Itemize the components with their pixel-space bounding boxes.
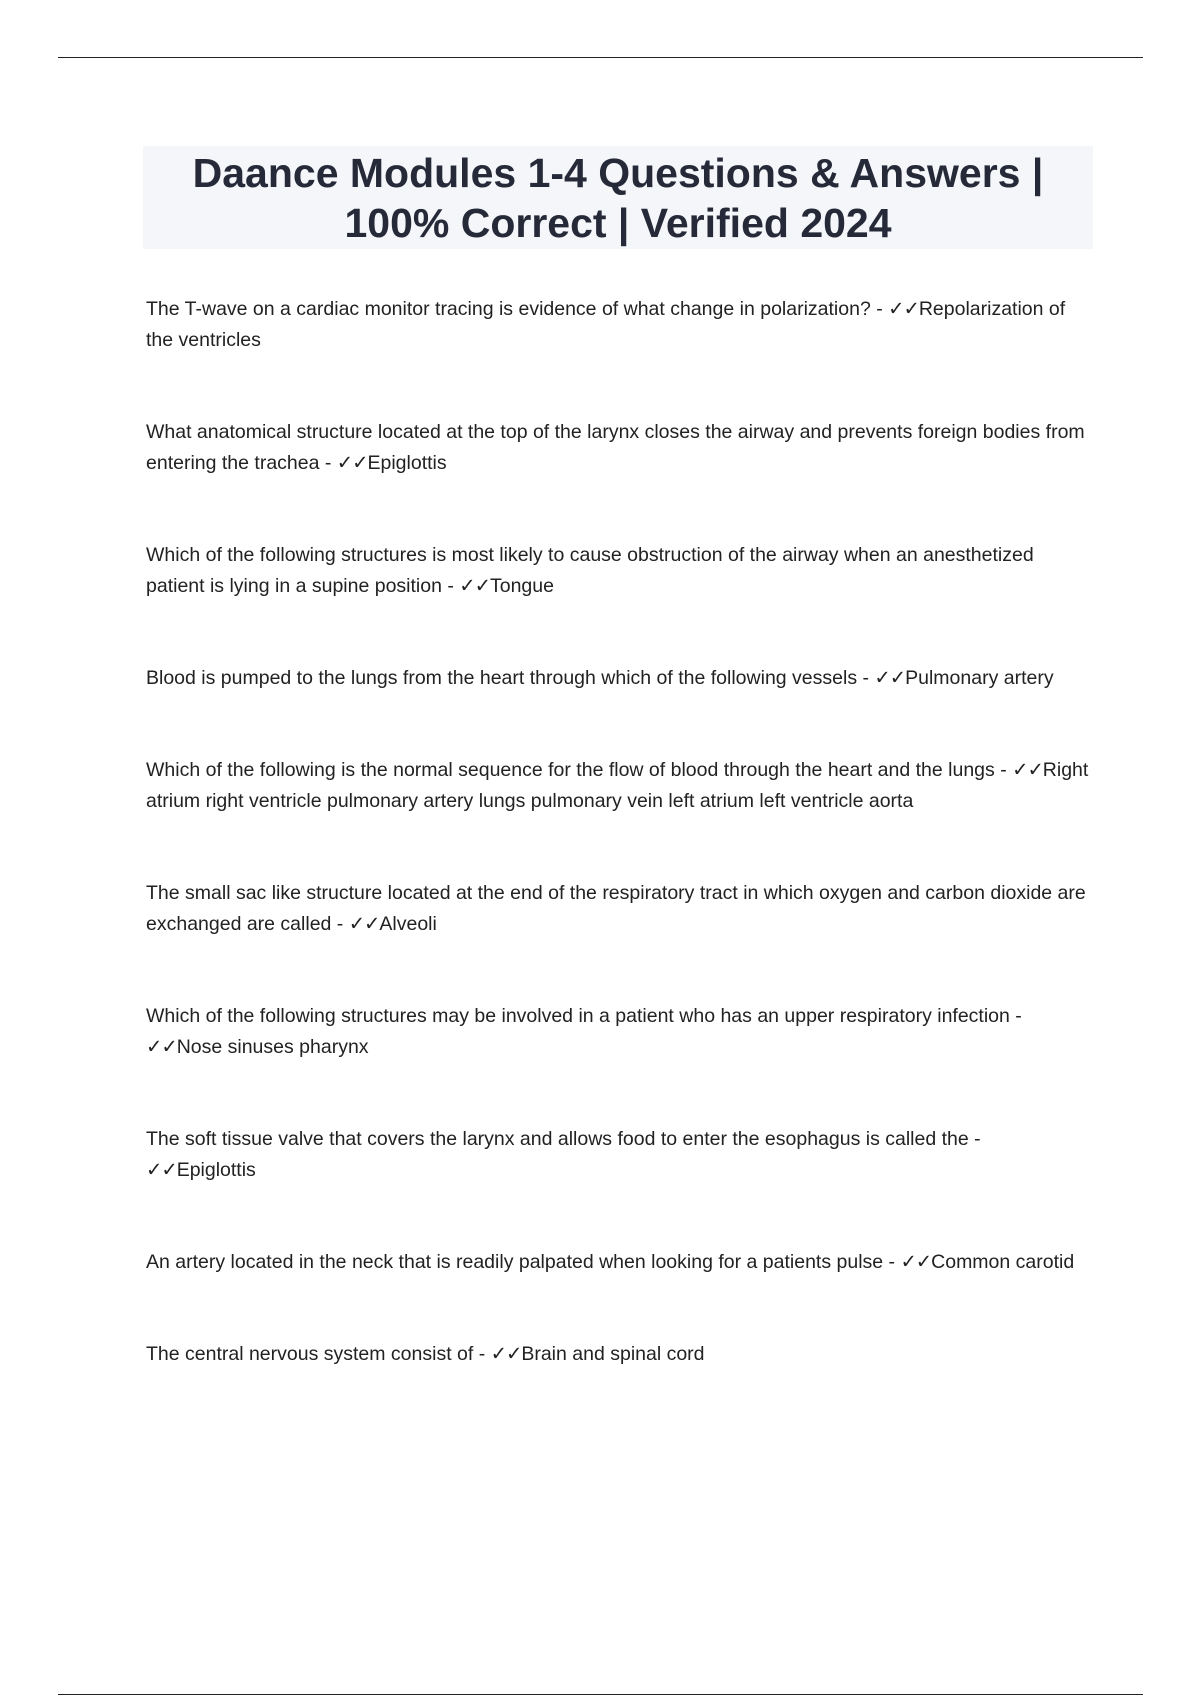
question-text: Blood is pumped to the lungs from the heart through which of the following vessels - [146,667,869,689]
question-text: The T-wave on a cardiac monitor tracing is evidence of what change in polarization? - [146,298,883,320]
check-marks-icon: ✓✓ [490,1343,522,1365]
answer-text: Tongue [489,575,554,597]
question-text: Which of the following structures may be involved in a patient who has an upper respiratory infection - [146,1005,1022,1027]
qa-item [146,1247,1091,1278]
answer-text: Common carotid [931,1251,1075,1273]
answer-text: Right atrium right ventricle pulmonary artery lungs pulmonary vein left atrium left ventricle aorta [146,759,1089,812]
title-line-1: Daance Modules 1-4 Questions & Answers | [192,149,1044,196]
top-rule [58,57,1143,58]
qa-item [146,540,1091,602]
question-text: The soft tissue valve that covers the larynx and allows food to enter the esophagus is called the - [146,1128,981,1150]
document-title [143,146,1093,249]
question-text: What anatomical structure located at the top of the larynx closes the airway and prevents foreign bodies from entering the trachea - [146,421,1085,474]
bottom-rule [58,1694,1143,1695]
check-marks-icon: ✓✓ [146,1159,177,1181]
answer-text: Epiglottis [176,1159,256,1181]
qa-item [146,663,1091,694]
qa-item [146,1001,1091,1063]
answer-text: Nose sinuses pharynx [176,1036,369,1058]
check-marks-icon: ✓✓ [146,1036,177,1058]
qa-item [146,1124,1091,1186]
answer-text: Repolarization of the ventricles [146,298,1066,351]
question-text: Which of the following is the normal sequence for the flow of blood through the heart and the lungs - [146,759,1007,781]
qa-item [146,755,1091,817]
check-marks-icon: ✓✓ [336,452,368,474]
question-text: Which of the following structures is most likely to cause obstruction of the airway when an anesthetized patient is lying in a supine position - [146,544,1034,597]
question-text: An artery located in the neck that is readily palpated when looking for a patients pulse - [146,1251,896,1273]
check-marks-icon: ✓✓ [874,667,906,689]
qa-item [146,878,1091,940]
answer-text: Epiglottis [367,452,447,474]
answer-text: Brain and spinal cord [521,1343,705,1365]
qa-item [146,417,1091,479]
check-marks-icon: ✓✓ [348,913,380,935]
qa-item [146,1339,1091,1370]
check-marks-icon: ✓✓ [900,1251,932,1273]
check-marks-icon: ✓✓ [459,575,490,597]
title-line-2: 100% Correct | Verified 2024 [344,199,892,246]
check-marks-icon: ✓✓ [1012,759,1043,781]
qa-item [146,294,1091,356]
answer-text: Pulmonary artery [905,667,1054,689]
question-text: The central nervous system consist of - [146,1343,486,1365]
check-marks-icon: ✓✓ [888,298,919,320]
qa-list [146,294,1091,1431]
answer-text: Alveoli [379,913,437,935]
question-text: The small sac like structure located at the end of the respiratory tract in which oxygen and carbon dioxide are exchanged are called - [146,882,1086,935]
